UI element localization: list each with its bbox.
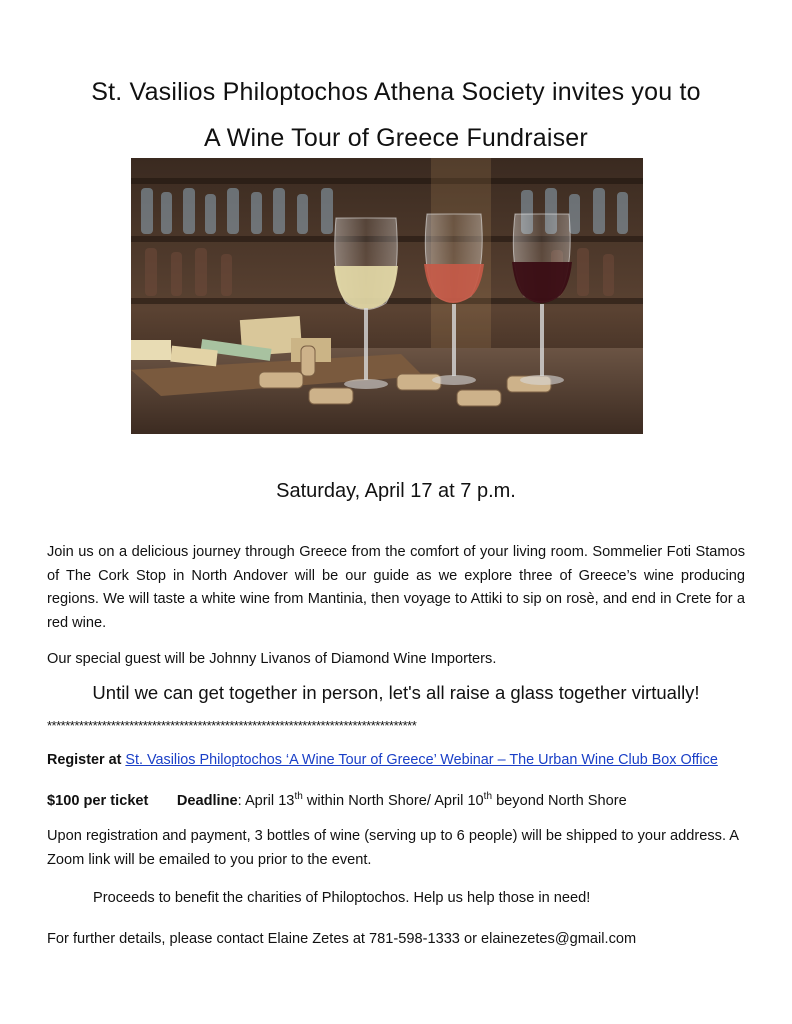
invitation-heading: St. Vasilios Philoptochos Athena Society invites you to	[91, 78, 701, 106]
ticket-price: $100 per ticket	[47, 792, 149, 809]
special-guest-text: Our special guest will be Johnny Livanos of Diamond Wine Importers.	[47, 651, 497, 667]
contact-text: For further details, please contact Elaine Zetes at 781-598-1333 or elainezetes@gmail.com	[47, 931, 637, 947]
register-label: Register at	[47, 752, 122, 768]
registration-link[interactable]: St. Vasilios Philoptochos ‘A Wine Tour of Greece’ Webinar – The Urban Wine Club Box Office	[125, 752, 718, 768]
deadline-text-c: beyond North Shore	[492, 792, 627, 809]
proceeds-text: Proceeds to benefit the charities of Philoptochos. Help us help those in need!	[93, 890, 591, 906]
wine-glasses-photo	[131, 158, 643, 434]
shipping-paragraph: Upon registration and payment, 3 bottles of wine (serving up to 6 people) will be shipped to your address. A Zoom link will be emailed to you prior to the event.	[47, 828, 739, 868]
deadline-sup-a: th	[294, 791, 303, 802]
registration-line	[47, 752, 718, 768]
intro-paragraph: Join us on a delicious journey through Greece from the comfort of your living room. Sommelier Foti Stamos of The Cork Stop in North Andover will be our guide as we explore three of Greece’s wine producing regions. We will taste a white wine from Mantinia, then voyage to Attiki to sip on rosè, and end in Crete for a red wine.	[47, 544, 745, 631]
deadline-sup-b: th	[483, 791, 493, 802]
event-date: Saturday, April 17 at 7 p.m.	[276, 480, 516, 502]
event-title: A Wine Tour of Greece Fundraiser	[204, 124, 588, 152]
deadline-text-b: within North Shore/ April 10	[302, 792, 484, 809]
raise-a-glass-text: Until we can get together in person, let's all raise a glass together virtually!	[92, 682, 700, 703]
deadline-label: Deadline	[176, 792, 238, 809]
asterisk-separator: *********************************************************************************	[47, 718, 417, 733]
pricing-line	[47, 791, 627, 809]
deadline-text-a: : April 13	[237, 792, 295, 809]
